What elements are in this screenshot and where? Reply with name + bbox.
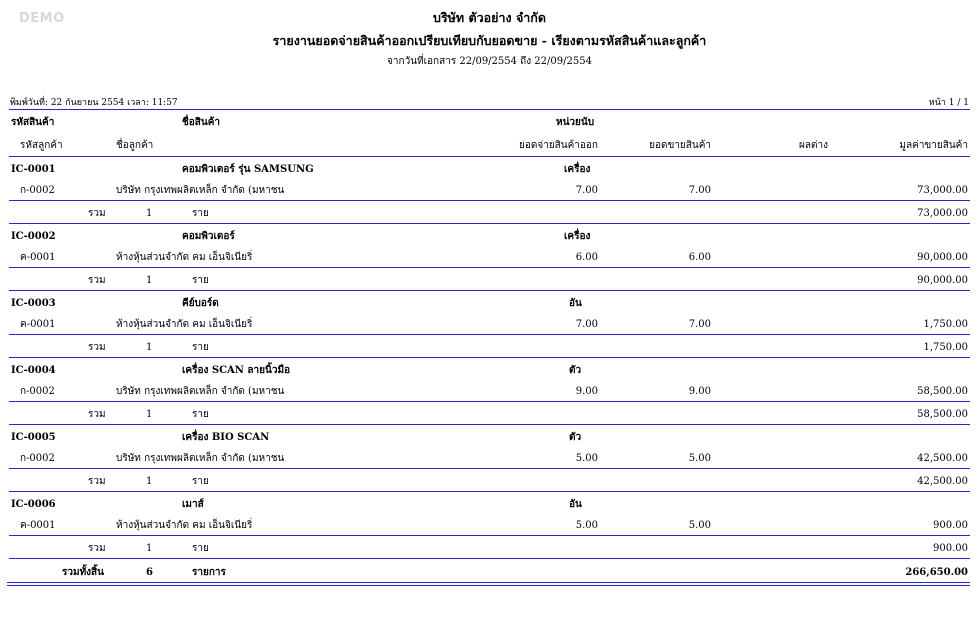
customer-name: บริษัท กรุงเทพผลิตเหล็ก จำกัด (มหาชน [116, 386, 285, 397]
header-bottom-rule [9, 156, 970, 157]
qty-out: 7.00 [575, 319, 598, 330]
product-name: เมาส์ [182, 499, 204, 510]
subtotal-rule [9, 334, 970, 335]
subtotal-unit: ราย [192, 409, 209, 420]
subtotal-label: รวม [88, 543, 106, 554]
subtotal-count: 1 [146, 342, 153, 353]
qty-out: 7.00 [575, 185, 598, 196]
subtotal-rule [9, 468, 970, 469]
customer-code: ก-0002 [20, 453, 55, 464]
company-name: บริษัท ตัวอย่าง จำกัด [433, 10, 546, 25]
qty-sold: 6.00 [688, 252, 711, 263]
product-unit: เครื่อง [564, 164, 591, 175]
grand-total-double-rule [7, 582, 970, 586]
sales-value: 73,000.00 [917, 185, 968, 196]
qty-out: 5.00 [575, 453, 598, 464]
qty-sold: 5.00 [688, 453, 711, 464]
product-name: คอมพิวเตอร์ รุ่น SAMSUNG [182, 164, 314, 175]
subtotal-unit: ราย [192, 275, 209, 286]
group-rule [9, 558, 970, 559]
subtotal-label: รวม [88, 409, 106, 420]
col-customer-code: รหัสลูกค้า [20, 140, 63, 151]
customer-code: ค-0001 [20, 252, 56, 263]
col-sales-value: มูลค่าขายสินค้า [899, 140, 968, 151]
subtotal-value: 42,500.00 [917, 476, 968, 487]
product-unit: เครื่อง [564, 231, 591, 242]
col-difference: ผลต่าง [799, 140, 828, 151]
subtotal-unit: ราย [192, 476, 209, 487]
subtotal-label: รวม [88, 275, 106, 286]
customer-name: ห้างหุ้นส่วนจำกัด คม เอ็นจิเนียริ่ [116, 252, 253, 263]
subtotal-count: 1 [146, 275, 153, 286]
grand-total-value: 266,650.00 [905, 567, 968, 578]
product-name: เครื่อง BIO SCAN [182, 432, 270, 443]
customer-code: ก-0002 [20, 185, 55, 196]
product-unit: อัน [569, 298, 582, 309]
product-code: IC-0005 [11, 432, 56, 443]
group-rule [9, 290, 970, 291]
customer-name: ห้างหุ้นส่วนจำกัด คม เอ็นจิเนียริ่ [116, 520, 253, 531]
subtotal-value: 1,750.00 [923, 342, 968, 353]
subtotal-unit: ราย [192, 342, 209, 353]
qty-sold: 7.00 [688, 319, 711, 330]
qty-out: 5.00 [575, 520, 598, 531]
product-name: เครื่อง SCAN ลายนิ้วมือ [182, 365, 291, 376]
customer-code: ค-0001 [20, 520, 56, 531]
qty-sold: 9.00 [688, 386, 711, 397]
col-qty-sold: ยอดขายสินค้า [649, 140, 711, 151]
customer-name: ห้างหุ้นส่วนจำกัด คม เอ็นจิเนียริ่ [116, 319, 253, 330]
col-product-name: ชื่อสินค้า [182, 117, 221, 128]
grand-total-label: รวมทั้งสิ้น [62, 567, 104, 578]
col-qty-out: ยอดจ่ายสินค้าออก [518, 140, 598, 151]
subtotal-rule [9, 200, 970, 201]
sales-value: 900.00 [933, 520, 968, 531]
grand-total-unit: รายการ [192, 567, 226, 578]
page-number: หน้า 1 / 1 [928, 98, 969, 108]
qty-out: 9.00 [575, 386, 598, 397]
header-top-rule [9, 109, 970, 110]
subtotal-label: รวม [88, 342, 106, 353]
group-rule [9, 491, 970, 492]
demo-watermark: DEMO [19, 11, 65, 26]
customer-name: บริษัท กรุงเทพผลิตเหล็ก จำกัด (มหาชน [116, 185, 285, 196]
subtotal-value: 90,000.00 [917, 275, 968, 286]
product-name: คอมพิวเตอร์ [182, 231, 235, 242]
col-unit: หน่วยนับ [556, 117, 595, 128]
date-range: จากวันที่เอกสาร 22/09/2554 ถึง 22/09/2554 [387, 56, 592, 67]
sales-value: 1,750.00 [923, 319, 968, 330]
qty-sold: 5.00 [688, 520, 711, 531]
product-code: IC-0003 [11, 298, 56, 309]
customer-name: บริษัท กรุงเทพผลิตเหล็ก จำกัด (มหาชน [116, 453, 285, 464]
report-title: รายงานยอดจ่ายสินค้าออกเปรียบเทียบกับยอดขาย - เรียงตามรหัสสินค้าและลูกค้า [272, 33, 707, 48]
group-rule [9, 223, 970, 224]
group-rule [9, 424, 970, 425]
sales-value: 58,500.00 [917, 386, 968, 397]
subtotal-rule [9, 267, 970, 268]
sales-value: 42,500.00 [917, 453, 968, 464]
subtotal-rule [9, 535, 970, 536]
subtotal-count: 1 [146, 409, 153, 420]
subtotal-value: 73,000.00 [917, 208, 968, 219]
product-code: IC-0001 [11, 164, 56, 175]
subtotal-unit: ราย [192, 543, 209, 554]
product-code: IC-0006 [11, 499, 56, 510]
subtotal-value: 58,500.00 [917, 409, 968, 420]
qty-out: 6.00 [575, 252, 598, 263]
subtotal-unit: ราย [192, 208, 209, 219]
subtotal-count: 1 [146, 208, 153, 219]
col-product-code: รหัสสินค้า [11, 117, 55, 128]
product-code: IC-0002 [11, 231, 56, 242]
print-date: พิมพ์วันที่: 22 กันยายน 2554 เวลา: 11:57 [10, 98, 178, 108]
qty-sold: 7.00 [688, 185, 711, 196]
col-customer-name: ชื่อลูกค้า [116, 140, 154, 151]
product-unit: ตัว [569, 432, 582, 443]
sales-value: 90,000.00 [917, 252, 968, 263]
product-unit: ตัว [569, 365, 582, 376]
subtotal-label: รวม [88, 208, 106, 219]
product-code: IC-0004 [11, 365, 56, 376]
product-unit: อัน [569, 499, 582, 510]
subtotal-rule [9, 401, 970, 402]
grand-total-count: 6 [146, 567, 153, 578]
group-rule [9, 357, 970, 358]
subtotal-label: รวม [88, 476, 106, 487]
customer-code: ก-0002 [20, 386, 55, 397]
subtotal-count: 1 [146, 476, 153, 487]
product-name: คีย์บอร์ด [182, 298, 219, 309]
customer-code: ค-0001 [20, 319, 56, 330]
subtotal-count: 1 [146, 543, 153, 554]
subtotal-value: 900.00 [933, 543, 968, 554]
